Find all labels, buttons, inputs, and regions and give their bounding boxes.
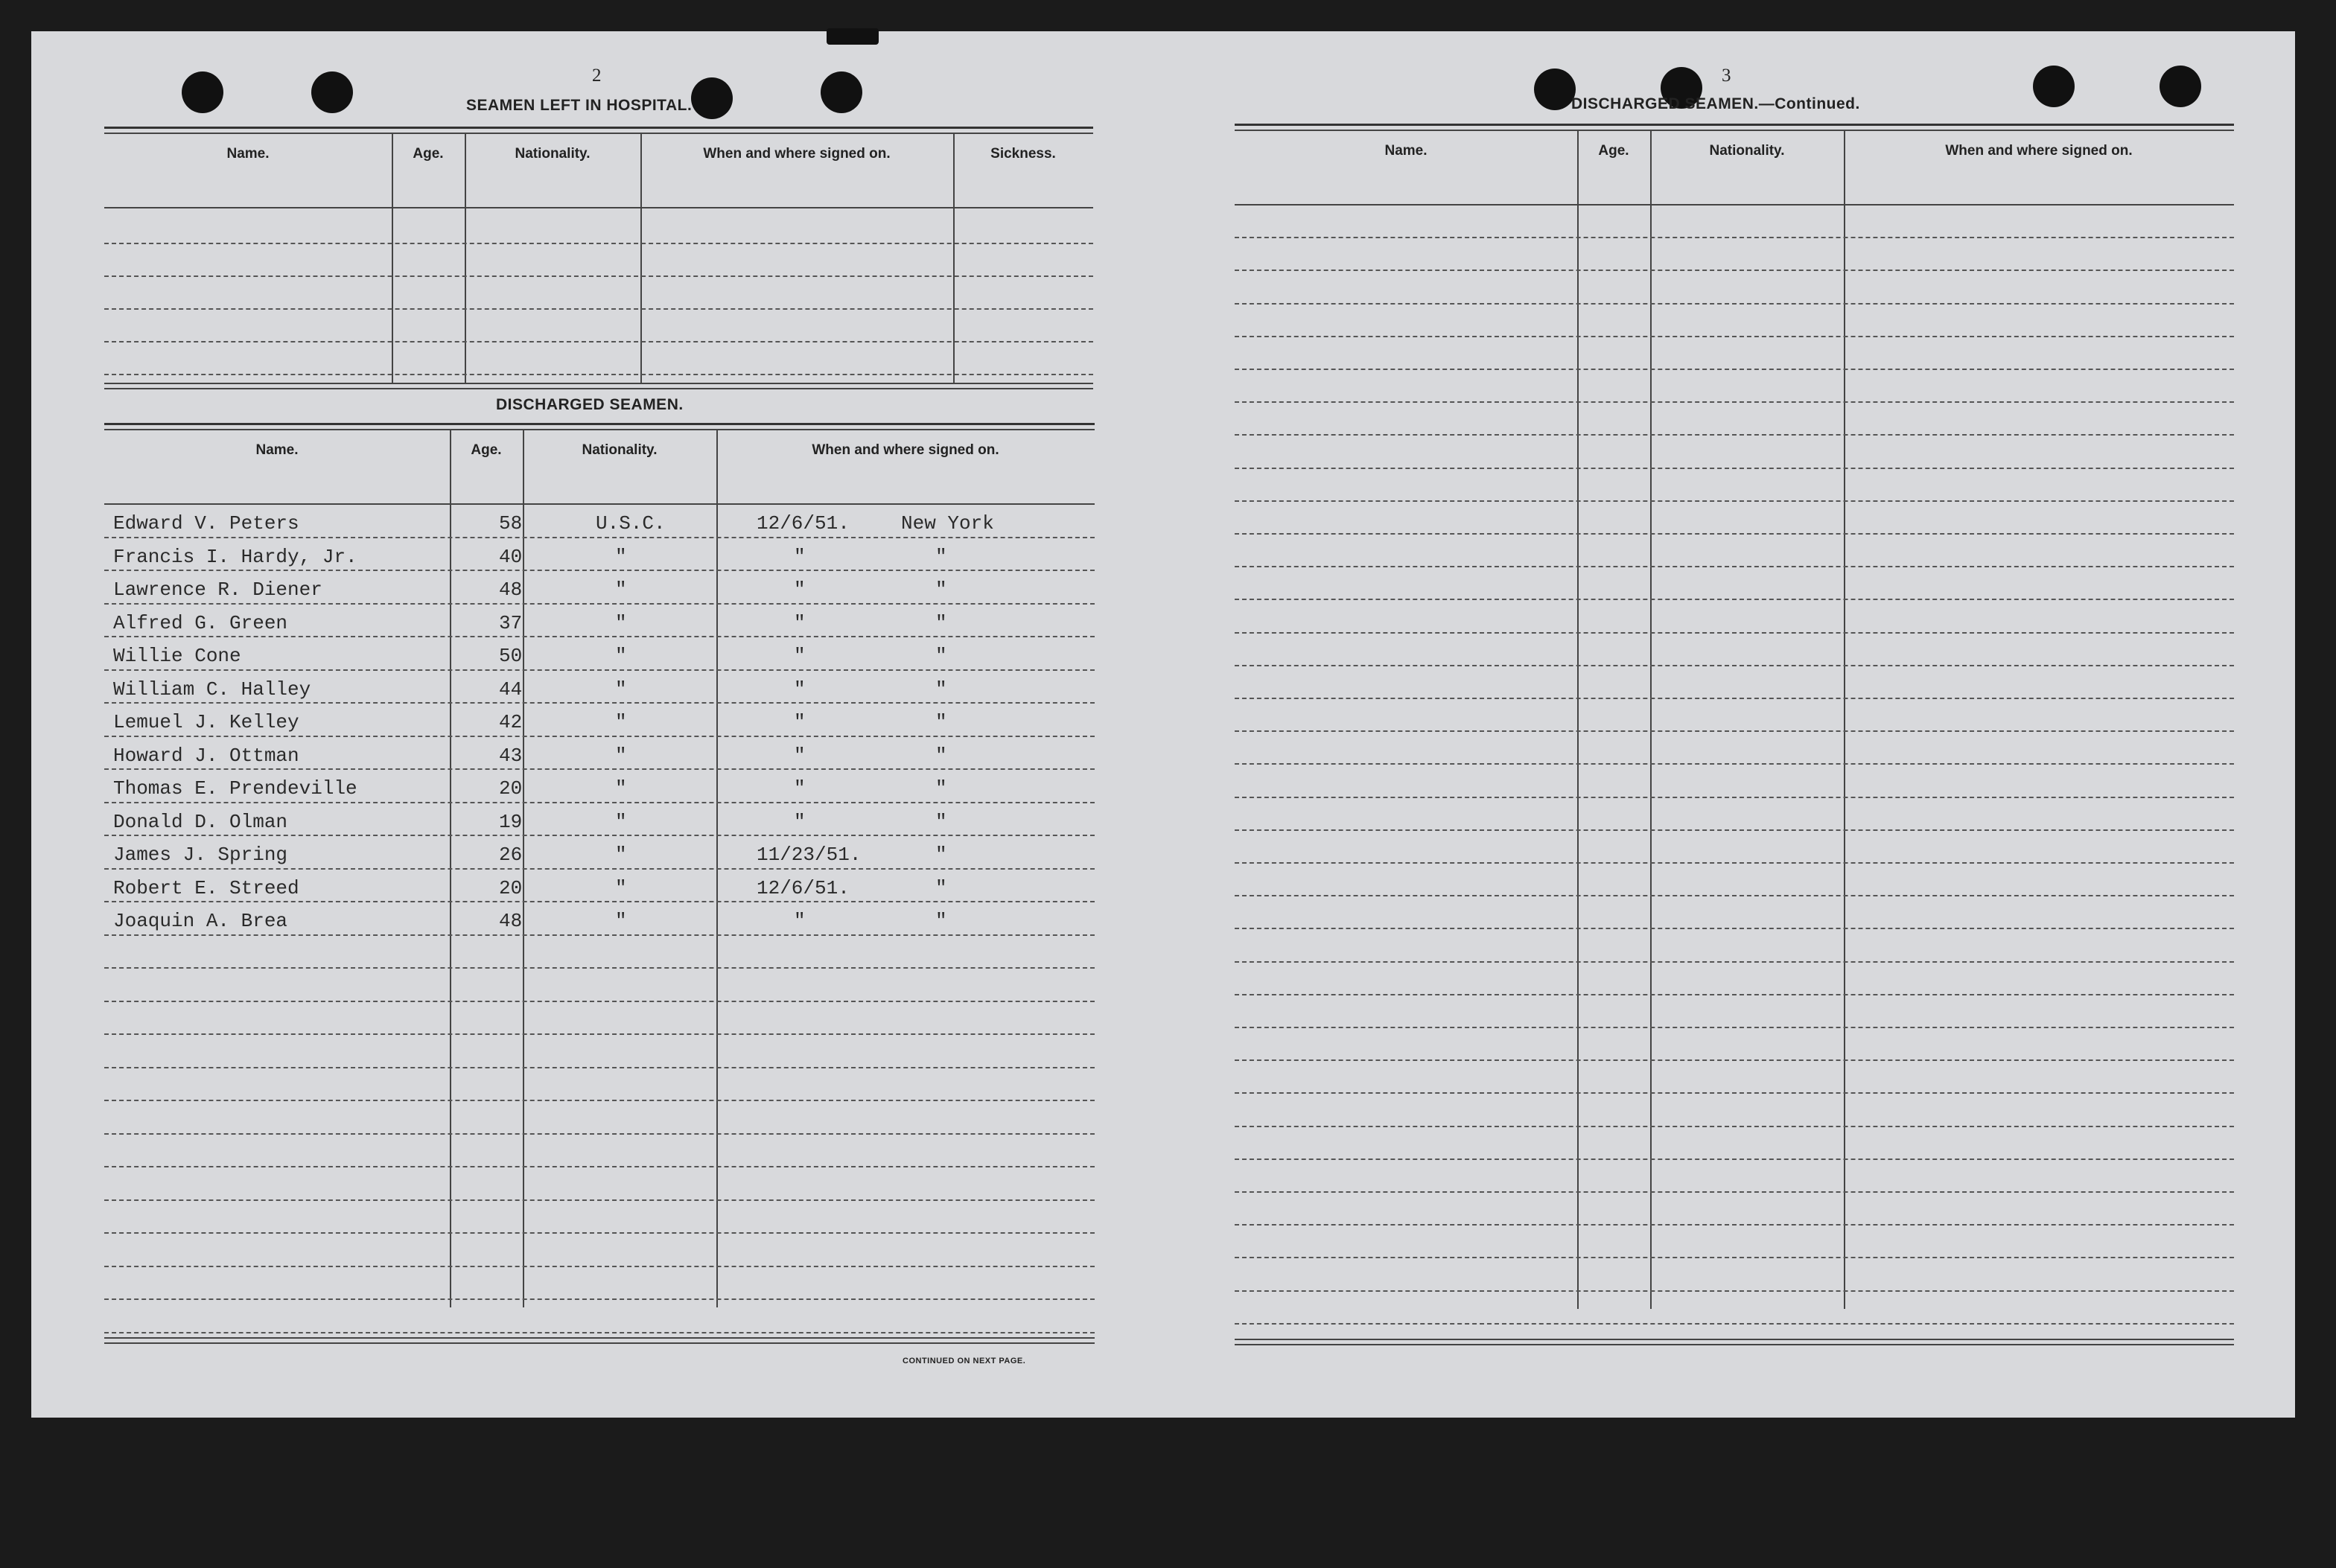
seaman-name: Francis I. Hardy, Jr. (113, 545, 357, 568)
row-rule (1235, 829, 2234, 831)
signed-on-place: " (935, 645, 947, 667)
row-rule (1235, 698, 2234, 699)
seaman-nationality: " (615, 545, 627, 568)
signed-on-date: " (794, 678, 806, 701)
signed-on-date: 12/6/51. (757, 876, 850, 899)
row-rule (1235, 336, 2234, 337)
continued-col-nationality: Nationality. (1709, 143, 1785, 159)
seaman-nationality: " (615, 777, 627, 800)
seaman-age: 20 (499, 777, 523, 800)
punch-hole (691, 77, 733, 119)
discharged-col-name: Name. (255, 442, 299, 458)
signed-on-place: " (935, 711, 947, 733)
seaman-nationality: " (615, 810, 627, 833)
seaman-name: William C. Halley (113, 678, 311, 701)
row-rule (1235, 303, 2234, 305)
signed-on-place: New York (901, 512, 994, 535)
row-rule (1235, 468, 2234, 469)
signed-on-place: " (935, 777, 947, 800)
row-rule (1235, 599, 2234, 600)
row-rule (1235, 369, 2234, 370)
document-sheet (31, 31, 2295, 1418)
row-rule (1235, 1290, 2234, 1292)
row-rule (1235, 1027, 2234, 1028)
row-rule (1235, 566, 2234, 567)
hospital-col-sickness: Sickness. (990, 146, 1056, 162)
signed-on-place: " (935, 579, 947, 601)
seaman-name: Howard J. Ottman (113, 744, 299, 767)
row-rule (104, 802, 1095, 803)
hospital-col-name: Name. (226, 146, 270, 162)
row-rule (1235, 1191, 2234, 1193)
row-rule (104, 1232, 1095, 1234)
continued-table (1235, 124, 2234, 1352)
page-number-right: 3 (1722, 66, 1731, 86)
row-rule (104, 1033, 1095, 1035)
continued-col-age: Age. (1598, 143, 1629, 159)
row-rule (104, 1298, 1095, 1300)
discharged-col-nationality: Nationality. (582, 442, 658, 458)
signed-on-place: " (935, 678, 947, 701)
signed-on-date: " (794, 810, 806, 833)
continued-footer: CONTINUED ON NEXT PAGE. (903, 1357, 1026, 1365)
signed-on-date: 12/6/51. (757, 512, 850, 535)
signed-on-date: " (794, 579, 806, 601)
row-rule (104, 669, 1095, 671)
discharged-col-when-where: When and where signed on. (812, 442, 999, 458)
seaman-name: Edward V. Peters (113, 512, 299, 535)
row-rule (104, 570, 1095, 571)
discharged-table (104, 423, 1095, 1354)
seaman-name: Lemuel J. Kelley (113, 711, 299, 733)
row-rule (1235, 895, 2234, 896)
punch-hole (2160, 66, 2201, 107)
row-rule (1235, 500, 2234, 502)
row-rule (1235, 994, 2234, 995)
row-rule (104, 1001, 1095, 1002)
row-rule (104, 967, 1095, 969)
hospital-table (104, 127, 1093, 423)
signed-on-date: " (794, 910, 806, 932)
seaman-name: Lawrence R. Diener (113, 579, 322, 601)
hospital-col-age: Age. (413, 146, 444, 162)
row-rule (104, 1133, 1095, 1135)
seaman-name: Willie Cone (113, 645, 241, 667)
row-rule (1235, 401, 2234, 403)
seaman-nationality: " (615, 910, 627, 932)
signed-on-place: " (935, 744, 947, 767)
seaman-age: 58 (499, 512, 523, 535)
row-rule (1235, 237, 2234, 238)
punch-hole (2033, 66, 2075, 107)
row-rule (1235, 1092, 2234, 1094)
seaman-nationality: " (615, 744, 627, 767)
signed-on-date: " (794, 744, 806, 767)
signed-on-date: " (794, 545, 806, 568)
seaman-age: 48 (499, 579, 523, 601)
row-rule (1235, 1224, 2234, 1226)
seaman-age: 40 (499, 545, 523, 568)
hospital-col-when-where: When and where signed on. (703, 146, 891, 162)
row-rule (1235, 1159, 2234, 1160)
signed-on-date: " (794, 645, 806, 667)
signed-on-place: " (935, 844, 947, 866)
punch-hole (311, 71, 353, 113)
row-rule (1235, 1126, 2234, 1127)
page-number-left: 2 (592, 66, 602, 86)
row-rule (1235, 862, 2234, 864)
punch-hole (182, 71, 223, 113)
signed-on-place: " (935, 876, 947, 899)
discharged-title: DISCHARGED SEAMEN. (496, 396, 684, 413)
seaman-name: James J. Spring (113, 844, 288, 866)
row-rule (104, 736, 1095, 737)
seaman-age: 50 (499, 645, 523, 667)
seaman-name: Joaquin A. Brea (113, 910, 288, 932)
seaman-age: 26 (499, 844, 523, 866)
row-rule (1235, 270, 2234, 271)
row-rule (1235, 434, 2234, 436)
row-rule (104, 1266, 1095, 1267)
continued-col-name: Name. (1384, 143, 1428, 159)
row-rule (104, 603, 1095, 605)
hospital-col-nationality: Nationality. (515, 146, 591, 162)
seaman-name: Thomas E. Prendeville (113, 777, 357, 800)
signed-on-place: " (935, 545, 947, 568)
signed-on-place: " (935, 910, 947, 932)
row-rule (104, 868, 1095, 870)
seaman-nationality: U.S.C. (596, 512, 666, 535)
signed-on-place: " (935, 611, 947, 634)
row-rule (1235, 1323, 2234, 1325)
punch-hole (821, 71, 862, 113)
signed-on-date: " (794, 777, 806, 800)
row-rule (1235, 763, 2234, 765)
row-rule (1235, 797, 2234, 798)
row-rule (104, 1100, 1095, 1101)
seaman-nationality: " (615, 844, 627, 866)
row-rule (1235, 1257, 2234, 1258)
row-rule (1235, 533, 2234, 535)
signed-on-date: " (794, 611, 806, 634)
row-rule (1235, 961, 2234, 963)
seaman-nationality: " (615, 876, 627, 899)
seaman-name: Robert E. Streed (113, 876, 299, 899)
row-rule (1235, 1059, 2234, 1061)
row-rule (104, 1332, 1095, 1333)
signed-on-date: 11/23/51. (757, 844, 862, 866)
seaman-age: 20 (499, 876, 523, 899)
seaman-nationality: " (615, 579, 627, 601)
seaman-age: 48 (499, 910, 523, 932)
row-rule (104, 901, 1095, 902)
seaman-nationality: " (615, 645, 627, 667)
row-rule (104, 537, 1095, 538)
punch-hole (1534, 68, 1576, 110)
seaman-nationality: " (615, 678, 627, 701)
row-rule (104, 1067, 1095, 1068)
row-rule (1235, 730, 2234, 732)
hospital-title: SEAMEN LEFT IN HOSPITAL. (466, 97, 693, 114)
row-rule (1235, 632, 2234, 634)
row-rule (104, 1166, 1095, 1167)
continued-col-when-where: When and where signed on. (1945, 143, 2133, 159)
seaman-age: 42 (499, 711, 523, 733)
seaman-name: Donald D. Olman (113, 810, 288, 833)
row-rule (104, 702, 1095, 704)
continued-title: DISCHARGED SEAMEN.—Continued. (1571, 95, 1860, 112)
discharged-col-age: Age. (471, 442, 502, 458)
row-rule (104, 835, 1095, 836)
row-rule (104, 636, 1095, 637)
seaman-nationality: " (615, 611, 627, 634)
seaman-age: 19 (499, 810, 523, 833)
seaman-age: 43 (499, 744, 523, 767)
seaman-age: 44 (499, 678, 523, 701)
row-rule (1235, 665, 2234, 666)
row-rule (104, 768, 1095, 770)
row-rule (1235, 928, 2234, 929)
row-rule (104, 1199, 1095, 1201)
seaman-nationality: " (615, 711, 627, 733)
ink-blot (827, 28, 879, 45)
row-rule (104, 934, 1095, 936)
signed-on-place: " (935, 810, 947, 833)
seaman-name: Alfred G. Green (113, 611, 288, 634)
seaman-age: 37 (499, 611, 523, 634)
signed-on-date: " (794, 711, 806, 733)
